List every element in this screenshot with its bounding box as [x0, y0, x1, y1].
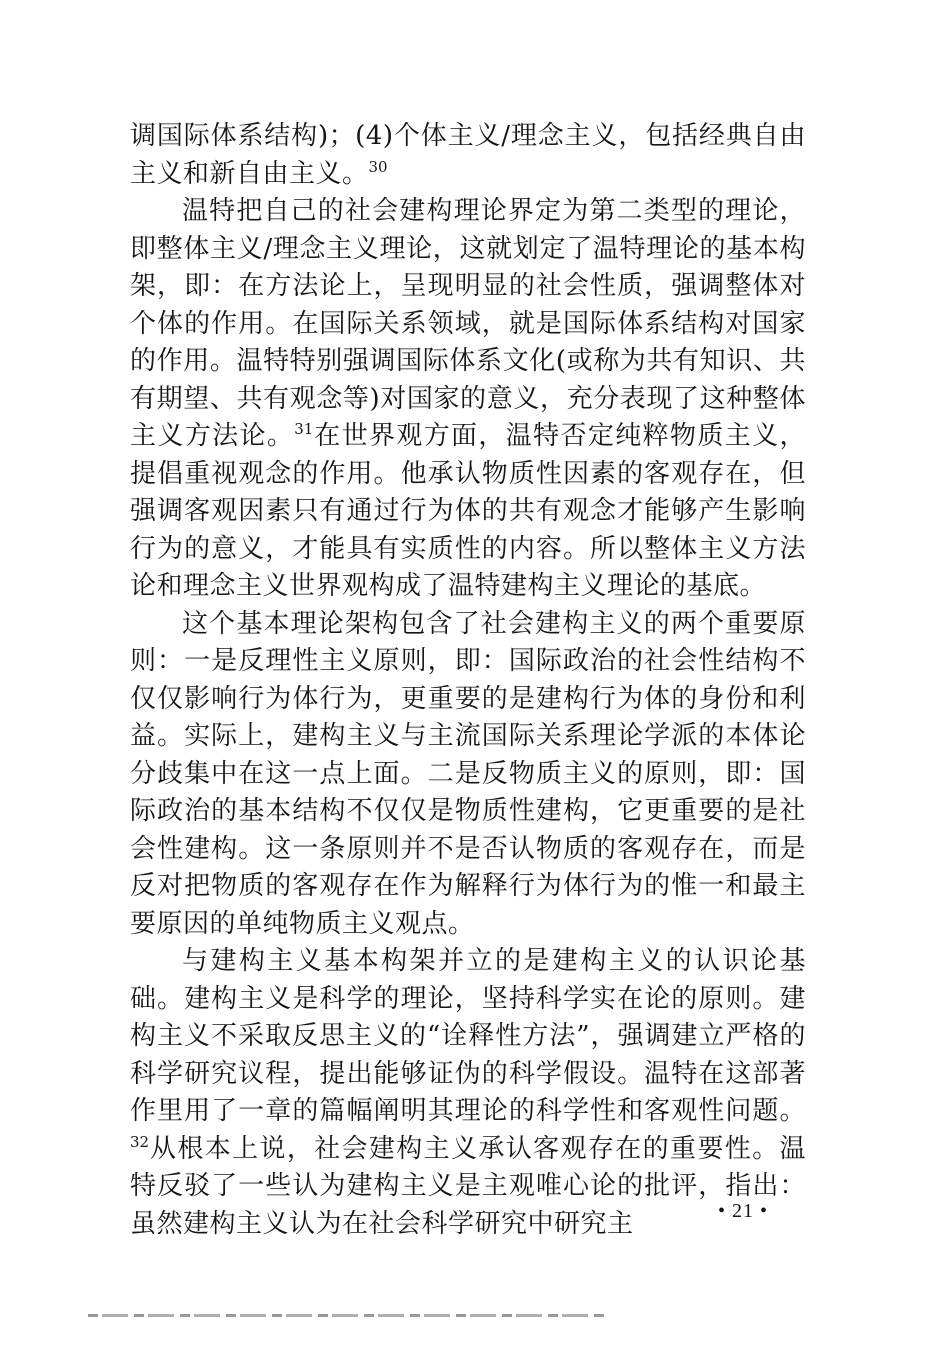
paragraph-1-text: 调国际体系结构)；(4)个体主义/理念主义，包括经典自由主义和新自由主义。 — [130, 121, 806, 189]
footnote-ref-32[interactable]: 32 — [130, 1132, 150, 1151]
footnote-ref-30[interactable]: 30 — [368, 157, 388, 176]
paragraph-3 — [130, 606, 806, 944]
paragraph-4-text-b: 从根本上说，社会建构主义承认客观存在的重要性。温特反驳了一些认为建构主义是主观唯心论的批评，指出：虽然建构主义认为在社会科学研究中研究主 — [130, 1133, 806, 1239]
scan-artifact-divider — [88, 1314, 608, 1317]
paragraph-2 — [130, 193, 806, 606]
paragraph-4 — [130, 943, 806, 1243]
paragraph-4-text-a: 与建构主义基本构架并立的是建构主义的认识论基础。建构主义是科学的理论，坚持科学实在论的原则。建构主义不采取反思主义的“诠释性方法”，强调建立严格的科学研究议程，提出能够证伪的科学假设。温特在这部著作里用了一章的篇幅阐明其理论的科学性和客观性问题。 — [130, 946, 806, 1126]
page-body — [130, 118, 806, 1243]
footnote-ref-31[interactable]: 31 — [294, 420, 314, 438]
paragraph-1 — [130, 118, 806, 193]
paragraph-2-text-a: 温特把自己的社会建构理论界定为第二类型的理论，即整体主义/理念主义理论，这就划定了温特理论的基本构架，即：在方法论上，呈现明显的社会性质，强调整体对个体的作用。在国际关系领域，就是国际体系结构对国家的作用。温特特别强调国际体系文化(或称为共有知识、共有期望、共有观念等)对国家的意义，充分表现了这种整体主义方法论。 — [130, 196, 806, 451]
paragraph-2-text-b: 在世界观方面，温特否定纯粹物质主义，提倡重视观念的作用。他承认物质性因素的客观存在，但强调客观因素只有通过行为体的共有观念才能够产生影响行为的意义，才能具有实质性的内容。所以整体主义方法论和理念主义世界观构成了温特建构主义理论的基底。 — [130, 421, 806, 601]
paragraph-3-text: 这个基本理论架构包含了社会建构主义的两个重要原则：一是反理性主义原则，即：国际政治的社会性结构不仅仅影响行为体行为，更重要的是建构行为体的身份和利益。实际上，建构主义与主流国际关系理论学派的本体论分歧集中在这一点上面。二是反物质主义的原则，即：国际政治的基本结构不仅仅是物质性建构，它更重要的是社会性建构。这一条原则并不是否认物质的客观存在，而是反对把物质的客观存在作为解释行为体行为的惟一和最主要原因的单纯物质主义观点。 — [130, 608, 806, 939]
page-number: • 21 • — [718, 1200, 769, 1222]
